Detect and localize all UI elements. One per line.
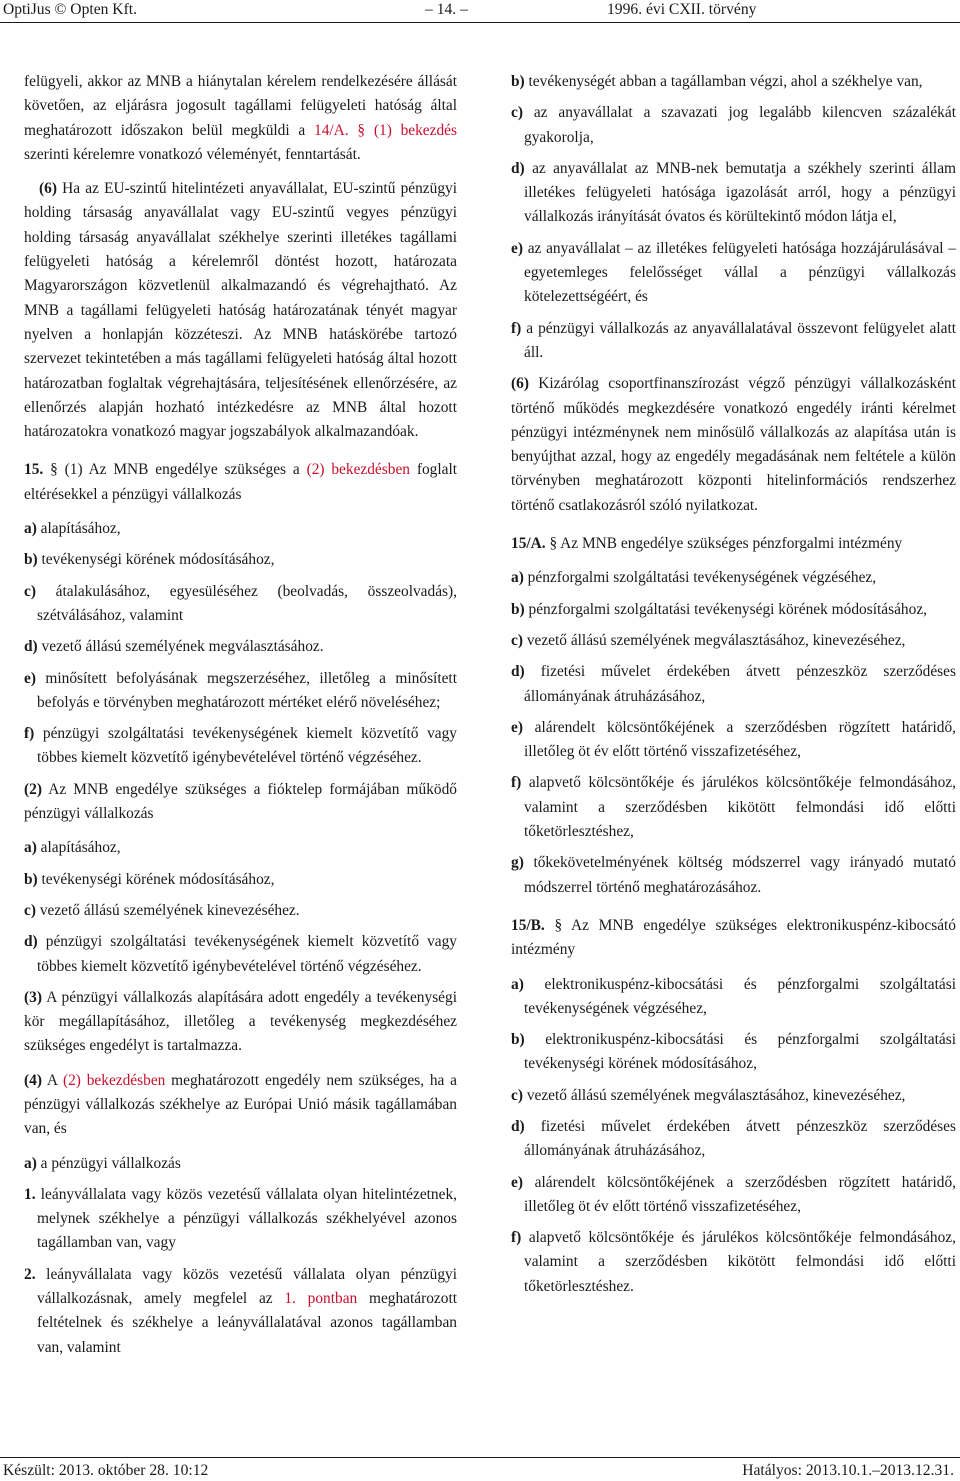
list-item [511, 237, 956, 310]
item-label: a) [24, 1154, 37, 1172]
item-label: d) [511, 1117, 525, 1135]
list-item [511, 317, 956, 366]
item-text: vezető állású személyének megválasztásához. [37, 638, 324, 656]
item-text: alapvető kölcsöntőkéje és járulékos kölcsöntőkéje felmondásához, valamint a szerződésben kikötött felmondási idő előtti tőketörlesztéshez, [521, 774, 956, 841]
item-label: c) [511, 1086, 523, 1104]
list-item [24, 1183, 457, 1256]
item-text: alapvető kölcsöntőkéje és járulékos kölcsöntőkéje felmondásához, valamint a szerződésben kikötött felmondási idő előtti tőketörlesztéshez. [521, 1229, 956, 1295]
list-item [24, 1263, 457, 1360]
list-item [511, 716, 956, 765]
item-text: tevékenységi körének módosításához, [37, 551, 275, 569]
item-label: d) [24, 638, 38, 656]
item-label: c) [511, 104, 523, 122]
paragraph-2-list [24, 836, 457, 978]
item-label: (3) [24, 988, 42, 1006]
top-list [511, 70, 956, 365]
header-law-title: 1996. évi CXII. törvény [607, 1, 757, 18]
item-label: f) [511, 1229, 522, 1247]
item-text: az anyavállalat – az illetékes felügyeleti hatósága hozzájárulásával – egyetemleges felelősséget vállal a pénzügyi vállalkozás kötelezettségéért, és [522, 239, 956, 306]
list-item [24, 868, 457, 892]
link-1-pont[interactable]: 1. pontban [284, 1290, 358, 1308]
item-label: a) [511, 569, 524, 587]
item-text: tevékenységét abban a tagállamban végzi, ahol a székhelye van, [524, 73, 923, 90]
item-label: a) [24, 520, 37, 538]
item-label: 15/A. [511, 535, 546, 553]
section-15-intro [24, 458, 457, 507]
item-text: meghatározott feltételnek és székhelye a leányvállalatával azonos tagállamban van, valamint [37, 1290, 458, 1356]
list-item [24, 1152, 457, 1176]
list-item [24, 517, 457, 541]
header-publisher: OptiJus © Opten Kft. [3, 1, 137, 18]
list-item [24, 722, 457, 771]
item-label: g) [511, 854, 524, 872]
list-item [511, 566, 956, 590]
paragraph-6-right [511, 372, 956, 518]
item-text: foglalt eltérésekkel a pénzügyi vállalkozás [24, 461, 458, 503]
list-item [24, 667, 457, 716]
item-text: meghatározott engedély nem szükséges, ha a pénzügyi vállalkozás székhelye az Európai Unió másik tagállamában van, és [24, 1071, 457, 1138]
item-text: alárendelt kölcsöntőkéjének a szerződésben rögzített határidő, illetőleg öt év előtt történő visszafizetéséhez, [522, 718, 956, 761]
item-label: 2. [24, 1265, 36, 1283]
item-text: § (1) [43, 461, 83, 479]
item-label: a) [511, 975, 524, 993]
item-text: vezető állású személyének megválasztásához, kinevezéséhez, [522, 631, 906, 649]
item-label: b) [24, 870, 38, 888]
list-item [511, 1028, 956, 1077]
item-label: (6) [511, 375, 529, 393]
list-item [24, 635, 457, 659]
section-15-list [24, 517, 457, 771]
list-item [511, 70, 956, 94]
item-text: a pénzügyi vállalkozás az anyavállalatával összevont felügyelet alatt áll. [521, 319, 956, 361]
item-label: b) [511, 1031, 525, 1049]
footer-rule [0, 1457, 960, 1458]
item-label: e) [511, 718, 523, 736]
item-label: e) [511, 239, 523, 257]
list-item [24, 930, 457, 979]
item-text: pénzforgalmi szolgáltatási tevékenységének végzéséhez, [523, 569, 877, 587]
list-item [511, 973, 956, 1022]
paragraph-6 [24, 177, 457, 444]
item-label: b) [24, 551, 38, 569]
item-label: f) [511, 774, 522, 792]
item-label: b) [511, 73, 525, 90]
item-text: elektronikuspénz-kibocsátási és pénzforgalmi szolgáltatási tevékenységének végzéséhez, [523, 975, 956, 1017]
link-14a-1[interactable]: 14/A. § (1) bekezdés [314, 121, 457, 139]
link-2-bekezdes-b[interactable]: (2) bekezdésben [62, 1071, 166, 1089]
list-item [511, 851, 956, 900]
item-text: alapításához, [36, 839, 121, 857]
item-label: (2) [24, 780, 42, 798]
left-column [24, 70, 457, 1367]
item-label: 15/B. [511, 916, 545, 934]
item-text: Kizárólag csoportfinanszírozást végző pénzügyi vállalkozásként történő működés megkezdésére vonatkozó engedély iránti kérelmet pénzügyi intézménynek nem minősülő vállalkozás az alapítása után is benyújthat azzal, hogy az engedély megadásának nem feltétele a külön törvényben meghatározott központi hitelinformációs rendszerhez történő csatlakozásról szóló nyilatkozat. [511, 375, 956, 514]
item-label: a) [24, 839, 37, 857]
item-text: átalakulásához, egyesüléséhez (beolvadás, összeolvadás), szétválásához, valamint [35, 582, 457, 624]
item-text: minősített befolyásának megszerzéséhez, illetőleg a minősített befolyás e törvényben meghatározott mértéket elérő növeléséhez; [35, 669, 457, 711]
list-item [511, 1171, 956, 1220]
item-label: d) [511, 663, 525, 681]
section-15b-intro [511, 914, 956, 963]
link-2-bekezdes[interactable]: (2) bekezdésben [306, 461, 410, 479]
item-label: c) [511, 631, 523, 649]
list-item [24, 548, 457, 572]
section-15b-list [511, 973, 956, 1300]
header-page-number: – 14. – [425, 1, 468, 18]
list-item [24, 899, 457, 923]
item-text: alapításához, [36, 520, 121, 538]
item-text: § Az MNB engedélye szükséges pénzforgalmi intézmény [545, 535, 903, 553]
item-text: felügyeli, akkor az MNB a hiánytalan kérelem rendelkezésére állását követően, az eljárásra jogosult tagállami felügyeleti hatóság által meghatározott időszakon belül megküldi a [24, 73, 457, 139]
item-text: A pénzügyi vállalkozás alapítására adott engedély a tevékenységi kör megállapításához, illetőleg a tevékenység megkezdéséhez szükséges engedélyt is tartalmazza. [24, 988, 457, 1055]
paragraph-4 [24, 1069, 457, 1142]
item-text: leányvállalata vagy közös vezetésű vállalata olyan pénzügyi vállalkozásnak, amely megfelel az [35, 1265, 457, 1308]
item-text: fizetési művelet érdekében átvett pénzeszköz szerződéses állományának átruházásához, [524, 663, 956, 705]
item-text: leányvállalata vagy közös vezetésű vállalata olyan hitelintézetnek, melynek székhelye a pénzügyi vállalkozás székhelyével azonos tagállamban van, vagy [35, 1185, 457, 1252]
list-item [511, 629, 956, 653]
paragraph-continuation [24, 70, 457, 167]
item-label: b) [511, 600, 525, 618]
item-label: d) [511, 159, 525, 177]
item-label: d) [24, 933, 38, 951]
footer-created: Készült: 2013. október 28. 10:12 [3, 1462, 209, 1479]
item-text: Az MNB engedélye szükséges a fióktelep formájában működő pénzügyi vállalkozás [24, 780, 457, 823]
item-text: az anyavállalat az MNB-nek bemutatja a székhely szerinti állam illetékes felügyeleti hatósága igazolását arról, hogy a pénzügyi vállalkozás irányítását óvatos és körültekintő módon látja el, [524, 159, 956, 226]
item-label: 15. [24, 461, 44, 479]
item-label: 1. [24, 1185, 36, 1203]
list-item [24, 580, 457, 629]
item-label: f) [511, 319, 522, 337]
item-text: vezető állású személyének megválasztásához, kinevezéséhez, [522, 1086, 906, 1104]
item-text: Ha az EU-szintű hitelintézeti anyavállalat, EU-szintű pénzügyi holding társaság anyavállalat vagy EU-szintű vegyes pénzügyi holding társaság anyavállalat székhelye szerinti illetékes tagállami felügyeleti hatóság a kérelemről döntést hozott, határozata Magyarországon közvetlenül alkalmazandó és végrehajtható. Az MNB a tagállami felügyeleti hatóság határozatának tényét magyar nyelven a honlapján közzéteszi. Az MNB hatáskörébe tartozó szervezet tekintetében a más tagállami felügyeleti hatóság által hozott határozatban foglaltak végrehajtására, teljesítésének ellenőrzésére, az ellenőrzés alapján hozható intézkedésre az MNB által hozott határozatokra vonatkozó magyar jogszabályok alkalmazandóak. [24, 180, 457, 441]
item-text: a pénzügyi vállalkozás [36, 1154, 181, 1172]
list-item [511, 598, 956, 622]
item-label: e) [511, 1173, 523, 1191]
item-text: az anyavállalat a szavazati jog legalább kilencven százalékát gyakorolja, [522, 104, 956, 146]
footer-effective: Hatályos: 2013.10.1.–2013.12.31. [742, 1462, 954, 1479]
list-item [511, 1226, 956, 1299]
header-rule [0, 22, 960, 23]
section-15a-intro [511, 532, 956, 556]
page-header [0, 0, 960, 26]
item-text: pénzforgalmi szolgáltatási tevékenységi körének módosításához, [524, 600, 928, 618]
item-label: f) [24, 725, 35, 743]
item-text: A [41, 1071, 63, 1089]
item-text: vezető állású személyének kinevezéséhez. [35, 901, 300, 919]
item-text: szerinti kérelemre vonatkozó véleményét, fenntartását. [24, 145, 361, 163]
item-text: Az MNB engedélye szükséges a [82, 461, 307, 479]
item-label: c) [24, 582, 36, 600]
list-item [511, 157, 956, 230]
item-text: pénzügyi szolgáltatási tevékenységének kiemelt közvetítő vagy többes kiemelt közvetítő igénybevételével történő végzéséhez. [34, 725, 457, 767]
paragraph-3 [24, 986, 457, 1059]
item-label: c) [24, 901, 36, 919]
item-text: § Az MNB engedélye szükséges elektronikuspénz-kibocsátó intézmény [511, 916, 956, 959]
list-item [511, 1115, 956, 1164]
list-item [511, 101, 956, 150]
list-item [511, 1084, 956, 1108]
item-label: (6) [39, 180, 57, 198]
item-label: e) [24, 669, 36, 687]
list-item [511, 660, 956, 709]
item-text: tőkekövetelményének költség módszerrel vagy irányadó mutató módszerrel történő meghatározásához. [523, 854, 956, 896]
page-footer [0, 1443, 960, 1481]
paragraph-2 [24, 778, 457, 827]
section-15a-list [511, 566, 956, 900]
list-item [24, 836, 457, 860]
item-text: tevékenységi körének módosításához, [37, 870, 275, 888]
right-column [511, 70, 956, 1306]
item-text: pénzügyi szolgáltatási tevékenységének kiemelt közvetítő vagy többes kiemelt közvetítő igénybevételével történő végzéséhez. [37, 933, 457, 975]
item-label: (4) [24, 1071, 42, 1089]
item-text: elektronikuspénz-kibocsátási és pénzforgalmi szolgáltatási tevékenységi körének módosításához, [524, 1031, 956, 1073]
item-text: alárendelt kölcsöntőkéjének a szerződésben rögzített határidő, illetőleg öt év előtt történő visszafizetéséhez, [522, 1173, 956, 1215]
list-item [511, 771, 956, 844]
item-text: fizetési művelet érdekében átvett pénzeszköz szerződéses állományának átruházásához, [524, 1117, 956, 1160]
